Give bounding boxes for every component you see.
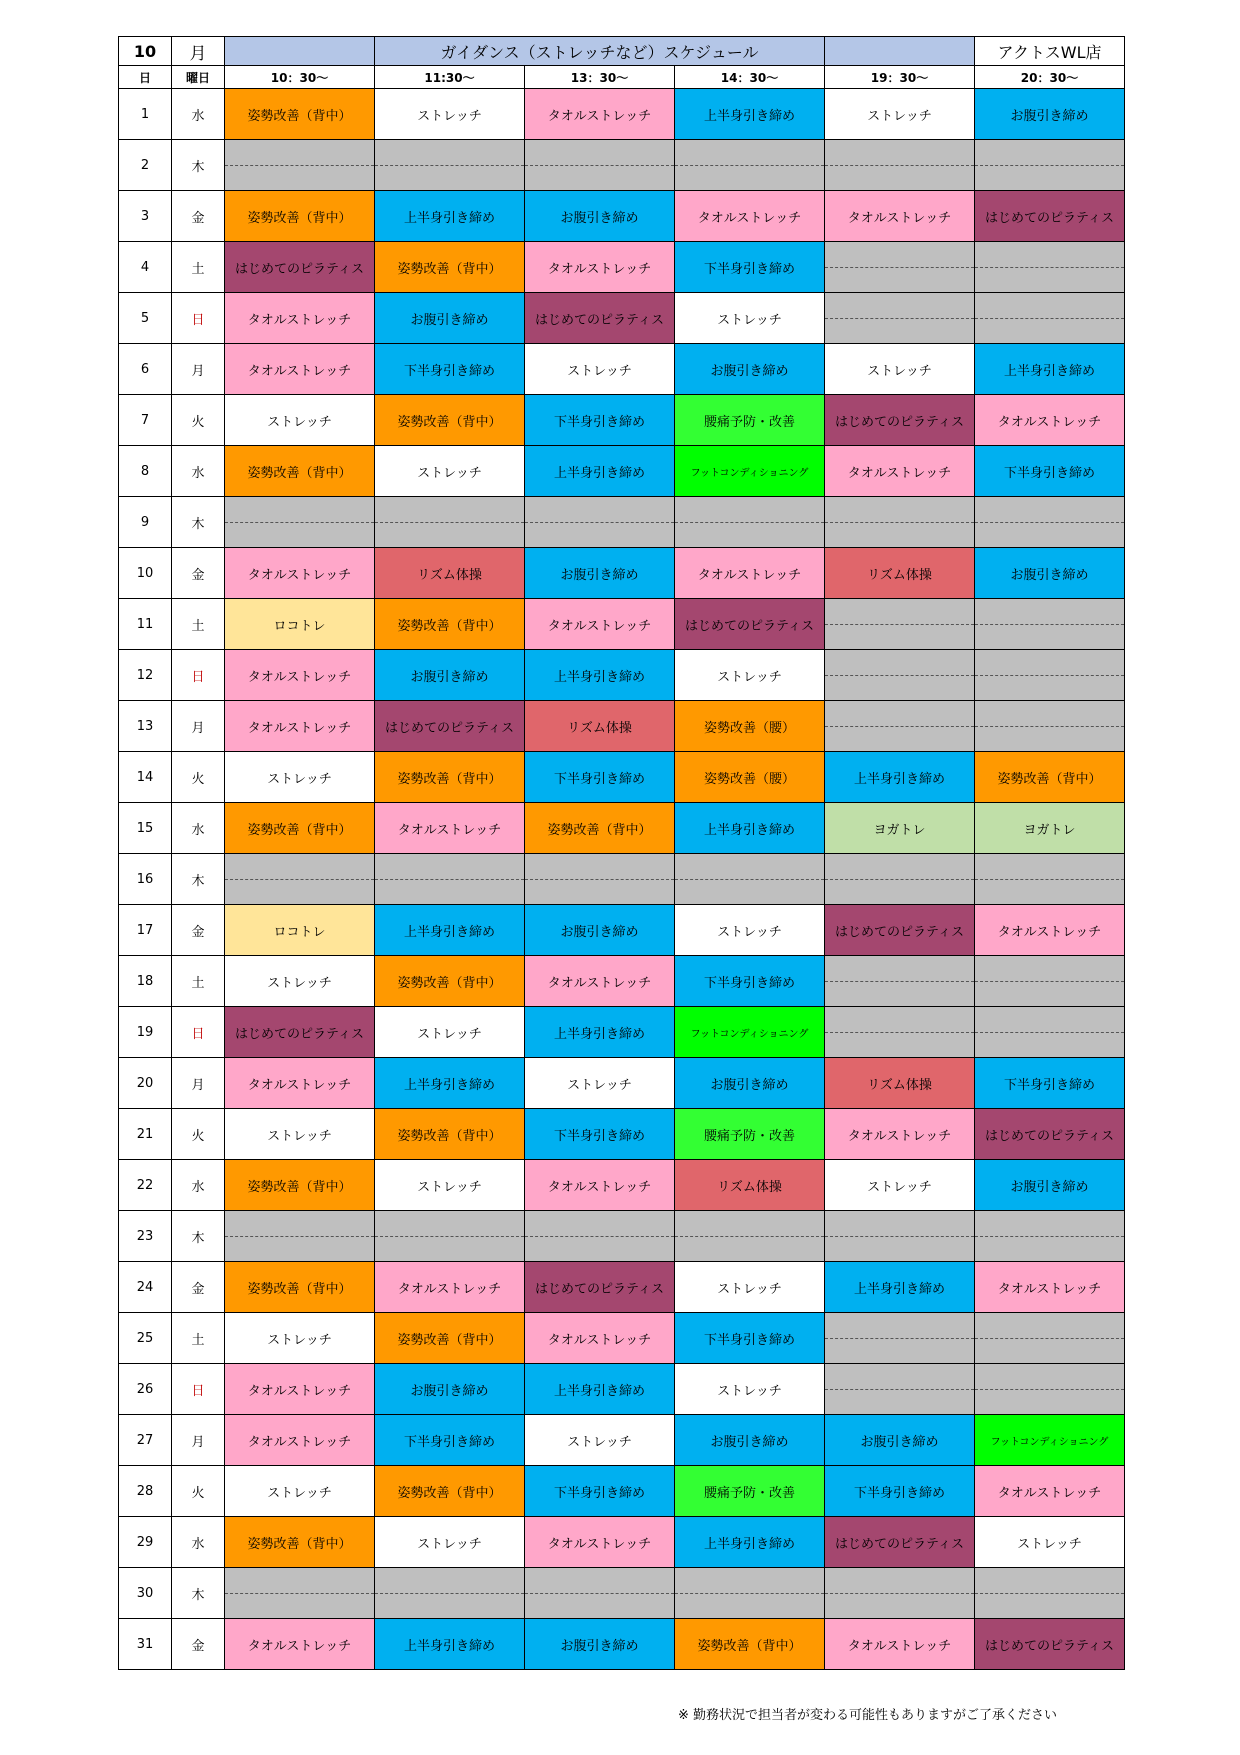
class-slot: タオルストレッチ [975,1262,1125,1313]
closed-slot [975,1211,1125,1262]
class-slot: ヨガトレ [975,803,1125,854]
day-row [119,497,1125,548]
class-slot: 姿勢改善（背中） [525,803,675,854]
closed-slot [375,497,525,548]
closed-slot [375,854,525,905]
class-slot: 姿勢改善（背中） [375,395,525,446]
closed-slot [975,1313,1125,1364]
schedule-table [118,36,1125,1670]
day-number: 25 [119,1313,172,1364]
day-number: 15 [119,803,172,854]
class-slot: 上半身引き締め [675,89,825,140]
weekday: 金 [172,191,225,242]
day-number: 20 [119,1058,172,1109]
closed-slot [225,854,375,905]
class-slot: タオルストレッチ [375,803,525,854]
class-slot: 姿勢改善（背中） [975,752,1125,803]
class-slot: 下半身引き締め [675,242,825,293]
class-slot: お腹引き締め [525,905,675,956]
day-row [119,1007,1125,1058]
day-number: 31 [119,1619,172,1670]
column-header-time: 11:30～ [375,66,525,89]
weekday: 火 [172,1109,225,1160]
class-slot: お腹引き締め [825,1415,975,1466]
weekday: 木 [172,1211,225,1262]
column-header-time: 10：30～ [225,66,375,89]
weekday: 金 [172,1262,225,1313]
weekday: 日 [172,1007,225,1058]
class-slot: ストレッチ [675,650,825,701]
closed-slot [975,1007,1125,1058]
day-number: 12 [119,650,172,701]
class-slot: タオルストレッチ [225,701,375,752]
day-number: 4 [119,242,172,293]
closed-slot [975,854,1125,905]
class-slot: 姿勢改善（背中） [375,956,525,1007]
closed-slot [825,242,975,293]
weekday: 木 [172,497,225,548]
day-number: 26 [119,1364,172,1415]
day-number: 17 [119,905,172,956]
closed-slot [825,599,975,650]
class-slot: はじめてのピラティス [375,701,525,752]
day-row [119,140,1125,191]
class-slot: 上半身引き締め [525,1364,675,1415]
class-slot: 下半身引き締め [525,1109,675,1160]
day-number: 19 [119,1007,172,1058]
class-slot: 姿勢改善（背中） [375,752,525,803]
day-row [119,548,1125,599]
day-number: 21 [119,1109,172,1160]
class-slot: 姿勢改善（背中） [225,803,375,854]
class-slot: タオルストレッチ [375,1262,525,1313]
day-row [119,344,1125,395]
class-slot: ストレッチ [375,89,525,140]
weekday: 土 [172,1313,225,1364]
class-slot: 上半身引き締め [375,905,525,956]
class-slot: 姿勢改善（背中） [225,191,375,242]
class-slot: お腹引き締め [375,650,525,701]
day-row [119,395,1125,446]
day-number: 24 [119,1262,172,1313]
day-row [119,1619,1125,1670]
class-slot: はじめてのピラティス [225,242,375,293]
weekday: 土 [172,599,225,650]
closed-slot [675,1568,825,1619]
weekday: 木 [172,854,225,905]
weekday: 水 [172,1160,225,1211]
closed-slot [975,293,1125,344]
class-slot: お腹引き締め [975,89,1125,140]
class-slot: ストレッチ [375,446,525,497]
day-number: 7 [119,395,172,446]
class-slot: タオルストレッチ [225,650,375,701]
schedule-title: ガイダンス（ストレッチなど）スケジュール [375,37,825,66]
class-slot: ストレッチ [225,1109,375,1160]
class-slot: フットコンディショニング [675,1007,825,1058]
class-slot: タオルストレッチ [525,1313,675,1364]
class-slot: お腹引き締め [675,344,825,395]
day-number: 29 [119,1517,172,1568]
class-slot: タオルストレッチ [675,548,825,599]
class-slot: タオルストレッチ [525,1160,675,1211]
class-slot: ストレッチ [225,1313,375,1364]
class-slot: はじめてのピラティス [525,1262,675,1313]
column-header-time: 19：30～ [825,66,975,89]
class-slot: 上半身引き締め [825,1262,975,1313]
day-number: 30 [119,1568,172,1619]
weekday: 金 [172,905,225,956]
class-slot: 姿勢改善（背中） [225,89,375,140]
day-number: 13 [119,701,172,752]
class-slot: タオルストレッチ [975,905,1125,956]
class-slot: タオルストレッチ [975,1466,1125,1517]
closed-slot [675,854,825,905]
closed-slot [825,1211,975,1262]
class-slot: 腰痛予防・改善 [675,1466,825,1517]
day-number: 9 [119,497,172,548]
day-row [119,1568,1125,1619]
class-slot: 下半身引き締め [825,1466,975,1517]
closed-slot [675,1211,825,1262]
class-slot: リズム体操 [375,548,525,599]
day-row [119,803,1125,854]
class-slot: リズム体操 [825,548,975,599]
closed-slot [975,650,1125,701]
class-slot: ストレッチ [675,1262,825,1313]
class-slot: タオルストレッチ [675,191,825,242]
weekday: 月 [172,701,225,752]
class-slot: 腰痛予防・改善 [675,395,825,446]
class-slot: ストレッチ [525,1058,675,1109]
class-slot: 姿勢改善（背中） [225,1262,375,1313]
class-slot: 姿勢改善（腰） [675,752,825,803]
weekday: 土 [172,242,225,293]
class-slot: はじめてのピラティス [825,395,975,446]
day-row [119,1058,1125,1109]
closed-slot [975,701,1125,752]
class-slot: お腹引き締め [525,548,675,599]
class-slot: 上半身引き締め [375,191,525,242]
day-row [119,1364,1125,1415]
closed-slot [975,1364,1125,1415]
class-slot: 下半身引き締め [675,956,825,1007]
class-slot: ヨガトレ [825,803,975,854]
class-slot: タオルストレッチ [825,191,975,242]
day-row [119,956,1125,1007]
class-slot: 上半身引き締め [675,1517,825,1568]
closed-slot [375,140,525,191]
closed-slot [975,140,1125,191]
class-slot: ストレッチ [375,1517,525,1568]
day-number: 23 [119,1211,172,1262]
class-slot: ロコトレ [225,905,375,956]
day-number: 3 [119,191,172,242]
day-row [119,701,1125,752]
closed-slot [825,1007,975,1058]
weekday: 土 [172,956,225,1007]
weekday: 月 [172,1058,225,1109]
closed-slot [225,1568,375,1619]
weekday: 水 [172,803,225,854]
class-slot: 上半身引き締め [675,803,825,854]
class-slot: 下半身引き締め [975,446,1125,497]
day-row [119,1109,1125,1160]
day-number: 6 [119,344,172,395]
class-slot: お腹引き締め [675,1058,825,1109]
class-slot: はじめてのピラティス [975,1619,1125,1670]
footnote: ※ 勤務状況で担当者が変わる可能性もありますがご了承ください [678,1708,1058,1723]
closed-slot [825,701,975,752]
closed-slot [975,242,1125,293]
month-number: 10 [119,37,172,66]
title-spacer-left [225,37,375,66]
weekday: 火 [172,395,225,446]
closed-slot [375,1568,525,1619]
day-number: 18 [119,956,172,1007]
class-slot: タオルストレッチ [525,1517,675,1568]
class-slot: ロコトレ [225,599,375,650]
class-slot: はじめてのピラティス [975,1109,1125,1160]
closed-slot [825,1568,975,1619]
class-slot: ストレッチ [375,1007,525,1058]
class-slot: 下半身引き締め [525,752,675,803]
class-slot: タオルストレッチ [525,242,675,293]
weekday: 金 [172,1619,225,1670]
day-number: 11 [119,599,172,650]
class-slot: 姿勢改善（背中） [225,446,375,497]
day-row [119,446,1125,497]
day-row [119,1313,1125,1364]
day-row [119,905,1125,956]
class-slot: お腹引き締め [525,191,675,242]
class-slot: はじめてのピラティス [225,1007,375,1058]
day-row [119,599,1125,650]
class-slot: 下半身引き締め [675,1313,825,1364]
class-slot: タオルストレッチ [225,548,375,599]
day-row [119,191,1125,242]
weekday: 月 [172,344,225,395]
class-slot: タオルストレッチ [225,1415,375,1466]
class-slot: 上半身引き締め [525,1007,675,1058]
day-row [119,1211,1125,1262]
weekday: 日 [172,293,225,344]
closed-slot [225,497,375,548]
closed-slot [825,293,975,344]
day-row [119,752,1125,803]
closed-slot [825,956,975,1007]
weekday: 木 [172,1568,225,1619]
closed-slot [975,956,1125,1007]
day-row [119,1160,1125,1211]
closed-slot [675,140,825,191]
closed-slot [825,1313,975,1364]
class-slot: 姿勢改善（背中） [375,1466,525,1517]
class-slot: タオルストレッチ [225,1619,375,1670]
day-row [119,1415,1125,1466]
class-slot: 下半身引き締め [375,344,525,395]
class-slot: ストレッチ [525,344,675,395]
day-row [119,854,1125,905]
class-slot: 姿勢改善（背中） [225,1517,375,1568]
class-slot: 姿勢改善（背中） [375,1313,525,1364]
closed-slot [975,599,1125,650]
day-row [119,1466,1125,1517]
closed-slot [525,854,675,905]
day-row [119,293,1125,344]
column-header-time: 13：30～ [525,66,675,89]
class-slot: ストレッチ [375,1160,525,1211]
closed-slot [225,1211,375,1262]
month-label: 月 [172,37,225,66]
weekday: 火 [172,752,225,803]
day-row [119,89,1125,140]
closed-slot [525,1568,675,1619]
closed-slot [225,140,375,191]
class-slot: 下半身引き締め [525,1466,675,1517]
column-header-weekday: 曜日 [172,66,225,89]
class-slot: タオルストレッチ [825,446,975,497]
class-slot: はじめてのピラティス [675,599,825,650]
closed-slot [975,1568,1125,1619]
class-slot: タオルストレッチ [975,395,1125,446]
closed-slot [825,1364,975,1415]
day-number: 22 [119,1160,172,1211]
closed-slot [375,1211,525,1262]
class-slot: お腹引き締め [975,1160,1125,1211]
day-row [119,650,1125,701]
class-slot: タオルストレッチ [825,1619,975,1670]
day-row [119,1517,1125,1568]
weekday: 水 [172,89,225,140]
class-slot: リズム体操 [675,1160,825,1211]
class-slot: 上半身引き締め [525,650,675,701]
class-slot: はじめてのピラティス [525,293,675,344]
closed-slot [825,854,975,905]
day-number: 5 [119,293,172,344]
class-slot: ストレッチ [675,905,825,956]
class-slot: フットコンディショニング [975,1415,1125,1466]
column-header-time: 14：30～ [675,66,825,89]
class-slot: はじめてのピラティス [825,1517,975,1568]
class-slot: お腹引き締め [375,293,525,344]
closed-slot [825,650,975,701]
column-header-row [119,66,1125,89]
class-slot: 姿勢改善（腰） [675,701,825,752]
class-slot: 腰痛予防・改善 [675,1109,825,1160]
class-slot: タオルストレッチ [225,1364,375,1415]
class-slot: 姿勢改善（背中） [675,1619,825,1670]
closed-slot [825,497,975,548]
store-name: アクトスWL店 [975,37,1125,66]
class-slot: タオルストレッチ [825,1109,975,1160]
class-slot: 下半身引き締め [375,1415,525,1466]
class-slot: 姿勢改善（背中） [225,1160,375,1211]
column-header-day: 日 [119,66,172,89]
class-slot: リズム体操 [825,1058,975,1109]
day-number: 8 [119,446,172,497]
class-slot: はじめてのピラティス [825,905,975,956]
column-header-time: 20：30～ [975,66,1125,89]
class-slot: 姿勢改善（背中） [375,242,525,293]
weekday: 木 [172,140,225,191]
class-slot: タオルストレッチ [225,293,375,344]
weekday: 水 [172,1517,225,1568]
class-slot: 上半身引き締め [975,344,1125,395]
day-number: 1 [119,89,172,140]
weekday: 日 [172,650,225,701]
weekday: 金 [172,548,225,599]
closed-slot [675,497,825,548]
closed-slot [975,497,1125,548]
class-slot: お腹引き締め [975,548,1125,599]
weekday: 火 [172,1466,225,1517]
class-slot: ストレッチ [225,752,375,803]
weekday: 日 [172,1364,225,1415]
class-slot: ストレッチ [825,344,975,395]
weekday: 月 [172,1415,225,1466]
class-slot: 上半身引き締め [375,1619,525,1670]
day-number: 10 [119,548,172,599]
day-number: 27 [119,1415,172,1466]
day-number: 2 [119,140,172,191]
class-slot: ストレッチ [225,956,375,1007]
title-row [119,37,1125,66]
class-slot: 姿勢改善（背中） [375,599,525,650]
class-slot: ストレッチ [675,1364,825,1415]
weekday: 水 [172,446,225,497]
class-slot: タオルストレッチ [525,956,675,1007]
closed-slot [825,140,975,191]
day-row [119,1262,1125,1313]
class-slot: お腹引き締め [675,1415,825,1466]
class-slot: 上半身引き締め [375,1058,525,1109]
class-slot: ストレッチ [225,395,375,446]
class-slot: ストレッチ [675,293,825,344]
class-slot: ストレッチ [825,1160,975,1211]
class-slot: タオルストレッチ [525,599,675,650]
class-slot: タオルストレッチ [225,1058,375,1109]
class-slot: タオルストレッチ [525,89,675,140]
class-slot: 下半身引き締め [525,395,675,446]
closed-slot [525,497,675,548]
class-slot: ストレッチ [525,1415,675,1466]
class-slot: リズム体操 [525,701,675,752]
class-slot: タオルストレッチ [225,344,375,395]
day-row [119,242,1125,293]
day-number: 28 [119,1466,172,1517]
title-spacer-right [825,37,975,66]
class-slot: ストレッチ [825,89,975,140]
day-number: 16 [119,854,172,905]
class-slot: ストレッチ [225,1466,375,1517]
class-slot: 上半身引き締め [825,752,975,803]
class-slot: ストレッチ [975,1517,1125,1568]
class-slot: フットコンディショニング [675,446,825,497]
class-slot: 下半身引き締め [975,1058,1125,1109]
closed-slot [525,1211,675,1262]
class-slot: お腹引き締め [525,1619,675,1670]
class-slot: 姿勢改善（背中） [375,1109,525,1160]
day-number: 14 [119,752,172,803]
class-slot: 上半身引き締め [525,446,675,497]
class-slot: はじめてのピラティス [975,191,1125,242]
class-slot: お腹引き締め [375,1364,525,1415]
closed-slot [525,140,675,191]
